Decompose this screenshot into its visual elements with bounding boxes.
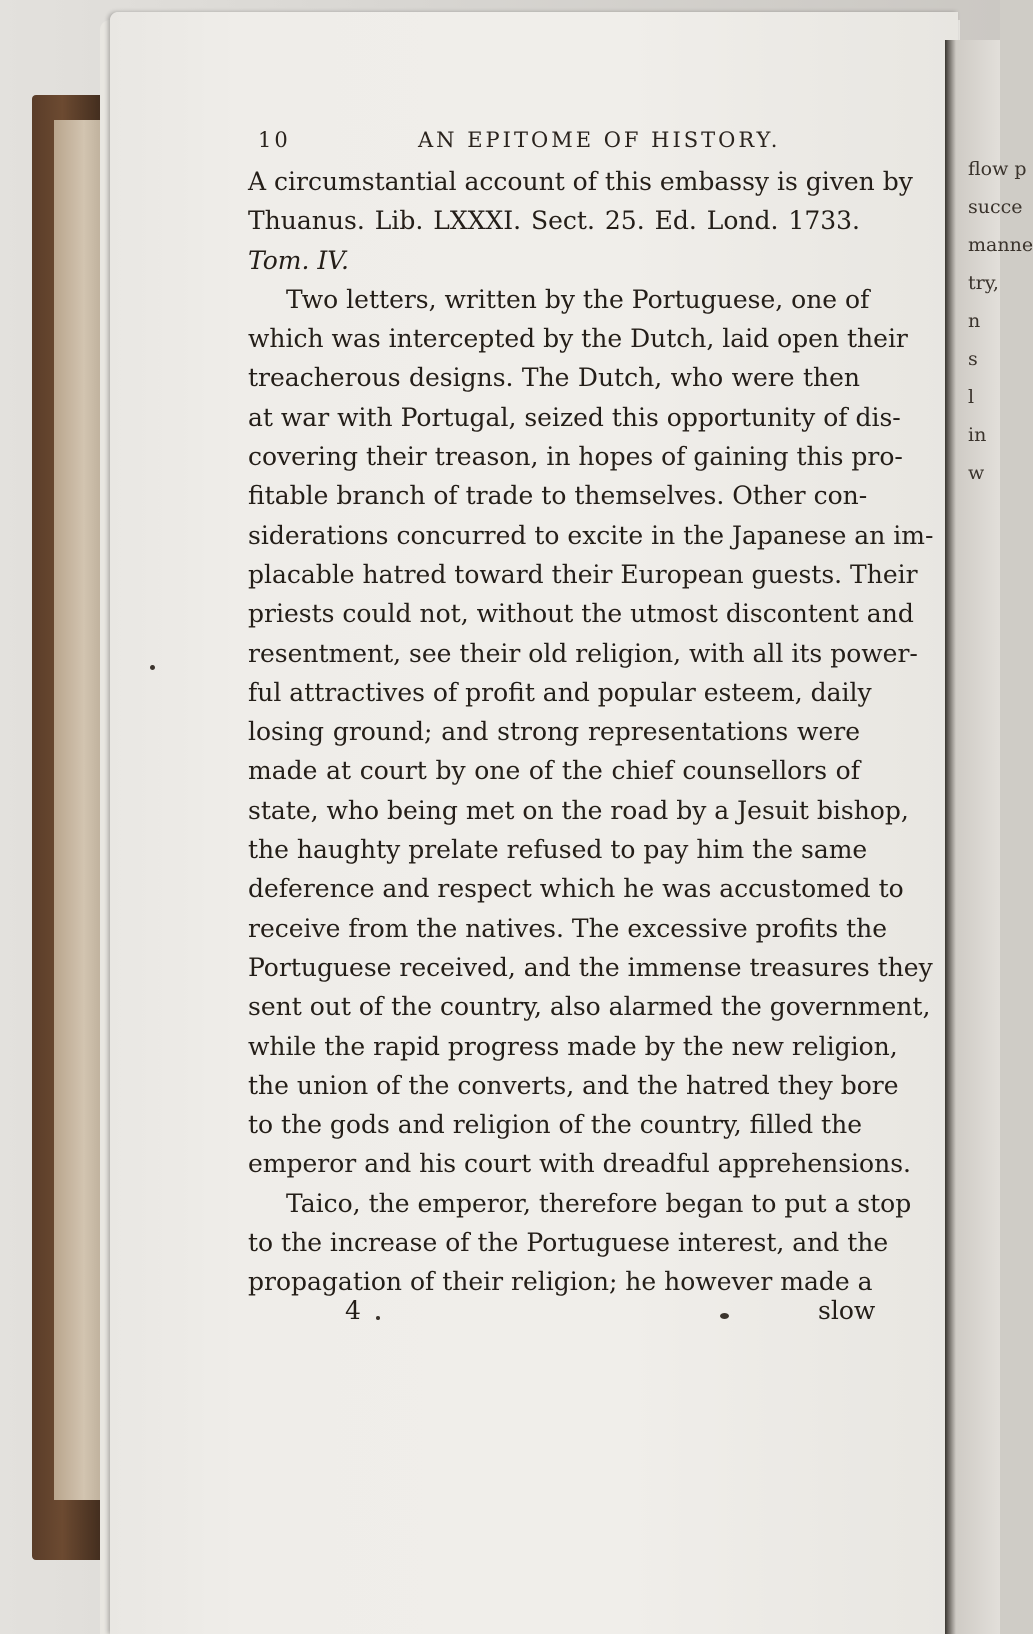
text-line: Two letters, written by the Portuguese, one of [286,284,870,314]
facing-fragment: l [968,386,975,408]
text-line: covering their treason, in hopes of gaining this pro- [248,442,903,472]
facing-fragment: in [968,424,987,446]
text-line: receive from the natives. The excessive profits the [248,913,888,943]
text-line: which was intercepted by the Dutch, laid open their [248,324,908,354]
text-line: state, who being met on the road by a Jesuit bishop, [248,795,909,825]
running-head-title: AN EPITOME OF HISTORY. [418,128,781,152]
catchword: slow [818,1296,876,1325]
text-line: resentment, see their old religion, with all its power- [248,638,918,668]
text-line: propagation of their religion; he however made a [248,1267,873,1297]
citation-line: Thuanus. Lib. LXXXI. Sect. 25. Ed. Lond. 1733. [248,206,860,236]
text-line: sent out of the country, also alarmed the government, [248,992,931,1022]
text-line: losing ground; and strong representations were [248,717,860,747]
text-line: placable hatred toward their European guests. Their [248,559,918,589]
text-line: deference and respect which he was accustomed to [248,874,904,904]
text-line: at war with Portugal, seized this opportunity of dis- [248,402,901,432]
facing-page-text [968,150,1033,492]
page-edges [54,120,104,1500]
page-number: 10 [258,128,291,152]
text-line: emperor and his court with dreadful apprehensions. [248,1149,911,1179]
text-line: made at court by one of the chief counsellors of [248,756,860,786]
body-text [248,162,934,1302]
text-line: the union of the converts, and the hatred they bore [248,1070,899,1100]
paper-speck [150,665,155,670]
text-line: siderations concurred to excite in the Japanese an im- [248,520,934,550]
text-line: to the gods and religion of the country, filled the [248,1110,863,1140]
facing-fragment: flow p [968,158,1027,180]
text-line: A circumstantial account of this embassy is given by [248,167,913,196]
facing-fragment: n [968,310,981,332]
paper-speck [720,1313,729,1319]
facing-fragment: manne [968,234,1033,256]
paper-speck [376,1316,380,1320]
text-line: to the increase of the Portuguese interest, and the [248,1228,889,1258]
citation-line: Tom. IV. [248,245,349,275]
text-line: Portuguese received, and the immense treasures they [248,952,933,982]
facing-fragment: try, [968,272,999,294]
text-line: ful attractives of profit and popular esteem, daily [248,677,872,707]
facing-fragment: w [968,462,985,484]
facing-fragment: succe [968,196,1023,218]
text-line: priests could not, without the utmost discontent and [248,599,914,629]
text-line: the haughty prelate refused to pay him the same [248,835,868,865]
text-line: treacherous designs. The Dutch, who were then [248,363,860,393]
signature-mark: 4 [345,1296,361,1325]
text-line: while the rapid progress made by the new religion, [248,1031,898,1061]
text-line: fitable branch of trade to themselves. Other con- [248,481,868,511]
text-line: Taico, the emperor, therefore began to put a stop [286,1188,912,1218]
facing-fragment: s [968,348,978,370]
